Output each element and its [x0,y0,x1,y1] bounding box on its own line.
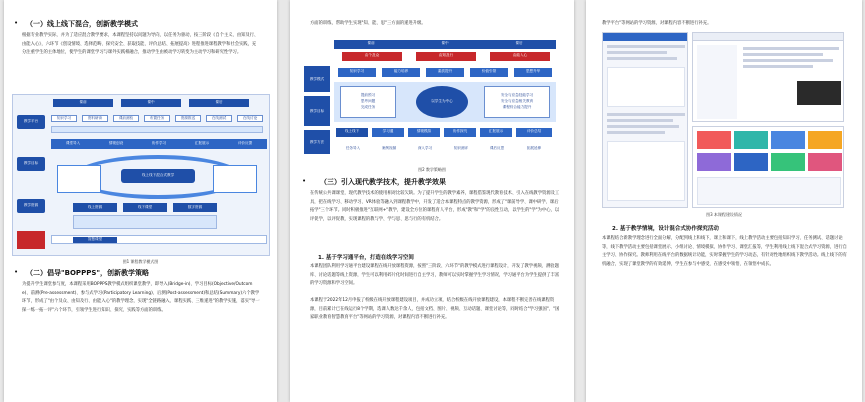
row1-item-5: 在线测试 [211,116,227,120]
d2-row2-0: 知识学习 [349,69,365,73]
bullet-dot-3: • [302,177,307,185]
d2-left-2: 教学方法 [309,140,325,144]
paragraph-1: 根据专业教学实际，并为了适应混合教学要求，本课程坚持以问题为导向，以任务为驱动，按三阶段《自个主义、由知及行、由能入心》，六环节《创设情境、选择范畴、探究安全、获取技能、评价总结、拓展提高》进程推进课程教学和社会实践，充分注重学生的主体地位，使学生的课堂学习与课外实践相融合，推动学生由被动学习转变为主动学习和研究性学习。 [22,33,259,55]
d2-row4-5: 评价总结 [526,129,542,133]
d2-row2-4: 思想升华 [525,69,541,73]
row1-item-4: 资源推送 [180,116,196,120]
figure-3-caption: 图3 本课程建设情况 [706,212,742,217]
heading-2: （二）倡导"BOPPPS"，创新教学策略 [26,269,150,277]
d2-top-1: 课中 [441,41,449,45]
right-content-card [213,165,257,193]
page3-top-text: 教学平台"等网站的学习资源，对课程内容不断进行补充。 [602,21,712,26]
stage-label-after: 课后 [215,100,223,104]
lower-label-3: 智慧课堂 [87,237,103,241]
flag-icon [17,231,45,249]
paragraph-2: 为提升学生课堂参与度，本课程采用BOPPPS教学模式组织课堂教学，即导入(Bridge-in)、学习目标(Objective/Outcome)、前测(Pre-assessment)、参与式学习(Participatory Learning)、后测(Post-assessment)和总结(Summary)六个教学环节，形成了"由个及众、由知及行、由能入心"的教学理念，实现"全链路融入、课程实践、三维递进"的教学实施，落实"导一探一练一拓一评"六个环节，引领学生进行知识、探究、实践等方面的训练。 [22,282,260,313]
middle-label-3: 汇报展示 [194,141,210,145]
row1-item-2: 课前测验 [118,116,134,120]
paragraph-5: 本课程于2022年12月申报了校级在线开放课程建设项目，并成功立项，结合校级在线开放课程建设，本课程不断完善在线课程资源，目前累计已在线运行8个学期，选课人数达千余人，包括文档、图片、视频、互动话题、课堂讨论等，同时结合"学习强国"、"国家职业教育智慧教育平台"等网站的学习资源，对课程内容不断进行补充。 [310,298,560,320]
page2-top-text: 方面的训练，帮助学生实现"知、能、思"三方面的递进升级。 [310,21,426,26]
figure-2-caption: 图2 教学策略图 [418,167,446,172]
document-page-3 [586,0,862,402]
stage-label-during: 课中 [147,100,155,104]
video-thumbnail [797,81,841,105]
left-label-1: 教学平台 [23,119,39,123]
d2-bottom-3: 知识测评 [453,146,469,150]
left-label-2: 教学目标 [23,161,39,165]
d2-row4-1: 学习通 [382,129,394,133]
row1-item-3: 布置任务 [149,116,165,120]
row1-item-6: 在线讨论 [242,116,258,120]
course-platform-screenshot-right [692,32,844,122]
middle-label-2: 协作学习 [151,141,167,145]
paragraph-6: 本课程结合新教学理念进行全面分解，分配到线上和线下，课上和课下，线上教学活动主要包括知识学习、任务测试、话题讨论等，线下教学活动主要包括课堂展示、小组讨论、情境模拟、协作学习、课堂汇报等，学生利用线上线下混合式学习资源，进行自主学习、协作探究。教师利用在线平台的数据统计功能，实时掌握学生的学习动态，有针对性地组织线下教学活动。线上线下的有机融合，实现了课堂教学的有效延伸，学生在参与中感受，在感受中领悟，在领悟中成长。 [602,236,847,267]
bullet-dot-2: • [14,268,19,276]
middle-label-0: 课堂导入 [65,141,81,145]
stage-label-before: 课前 [79,100,87,104]
left-label-3: 教学资源 [23,203,39,207]
d2-center: 以学生为中心 [431,99,453,103]
d2-row2-3: 价值引领 [481,69,497,73]
d2-row4-2: 情境模拟 [416,129,432,133]
teaching-mode-diagram [12,94,270,256]
d2-header-1: 由知及行 [438,53,454,57]
center-title: 线上线下混合式教学 [141,173,175,177]
d2-bottom-0: 任务导入 [345,146,361,150]
paragraph-4: 本课程团队利用学习通平台建设课程在线开放课程资源，按照"三阶段、六环节"的教学模式进行课程设计，开发了教学视频、测验题库、讨论话题等线上资源，学生可以利用碎片化时间进行自主学习，教师可以实时掌握学生学习情况，学习通平台为学生提供了丰富的学习资源和学习空间。 [310,264,560,286]
d2-left-box: 提前预习 思考问题 完成任务 [360,93,376,109]
row1-group [51,113,267,135]
subheading-1: 1. 基于学习通平台，打造在线学习空间 [318,255,414,261]
d2-right-box: 安全与应急技能学习 安全与应急相关教育 课程综合能力提升 [500,93,534,109]
paragraph-3: 在传统公共课课堂，现代教学技术的使用相对比较欠缺。为了提升学生的教学素养，课程借鉴现代教育技术、引入在线教学资源及工具，把在线学习、移动学习、VR体验等融入到课程教学中，开发了适合本课程特点的教学资源，形成了"课前导学、课中研学、课后拓学"三个环节。同时积极推进"互联网+"教学，建设全方位的课程育人平台，形成"教"和"学"的良性互动，以学生的"学"为中心，以评促学，以评促教，实现课程的教与学、学与思、思与行的有机结合。 [310,191,560,222]
d2-header-0: 由个及众 [364,53,380,57]
lower-label-1: 线下课堂 [137,205,153,209]
d2-top-2: 课后 [515,41,523,45]
d2-row4-4: 汇报展示 [488,129,504,133]
teaching-strategy-diagram [304,40,562,164]
document-page-2 [290,0,574,402]
d2-header-2: 由能入心 [512,53,528,57]
middle-label-4: 评价反馈 [237,141,253,145]
d2-row2-2: 素质提升 [437,69,453,73]
d2-row4-3: 协作探究 [452,129,468,133]
bullet-dot: • [14,19,19,27]
lower-label-2: 数字资源 [187,205,203,209]
left-content-card [57,165,101,193]
heading-3: （三）引入现代教学技术，提升教学效果 [320,178,446,186]
middle-label-1: 情境创设 [108,141,124,145]
d2-bottom-5: 拓展延伸 [526,146,542,150]
document-page-1 [4,0,277,402]
course-statistics-panel [692,126,844,208]
course-platform-screenshot-left [602,32,688,208]
d2-row4-0: 线上线下 [344,129,360,133]
d2-top-0: 课前 [367,41,375,45]
lower-label-0: 线上资源 [87,205,103,209]
d2-left-0: 教学模式 [309,77,325,81]
row1-item-1: 资料研读 [87,116,103,120]
d2-left-1: 教学目标 [309,109,325,113]
figure-1-caption: 图1 课程教学模式图 [122,259,159,264]
d2-bottom-1: 案例视频 [381,146,397,150]
d2-bottom-2: 深入学习 [417,146,433,150]
heading-1: （一）线上线下混合，创新教学模式 [26,20,138,28]
subheading-2: 2. 基于教学情境，设计混合式协作探究活动 [612,226,719,232]
row1-item-0: 知识学习 [56,116,72,120]
d2-bottom-4: 课后反思 [489,146,505,150]
d2-row2-1: 能力培养 [393,69,409,73]
